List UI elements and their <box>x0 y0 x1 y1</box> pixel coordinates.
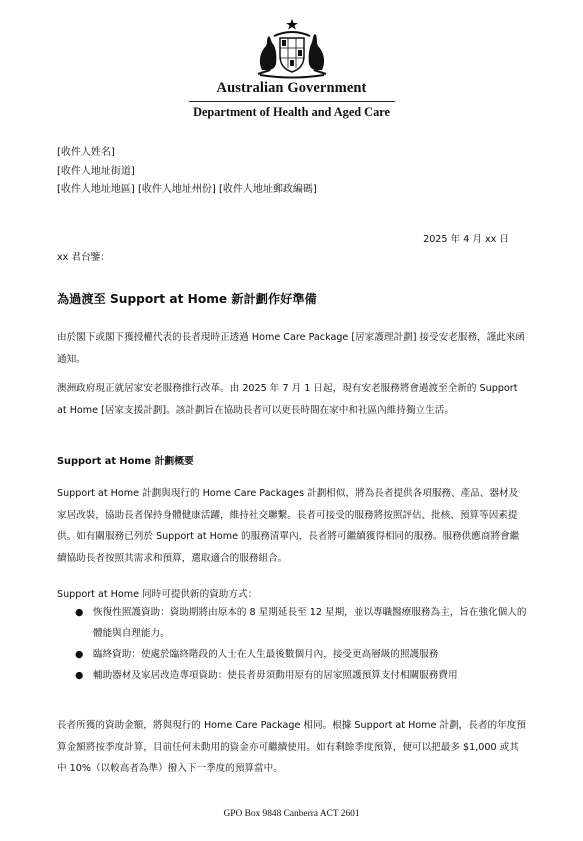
list-item-text: 臨終資助：使處於臨終階段的人士在人生最後數個月內，接受更高層級的照護服務 <box>93 649 439 660</box>
recipient-address <box>57 144 317 200</box>
recipient-locality: [收件人地址地區] [收件人地址州份] [收件人地址郵政編碼] <box>57 184 317 195</box>
list-item <box>57 644 527 665</box>
bullet-icon: ● <box>75 649 84 660</box>
list-item <box>57 665 527 686</box>
paragraph-budget: 長者所獲的資助金額，將與現行的 Home Care Package 相同。根據 Support at Home 計劃，長者的年度預算金額將按季度計算，目前任何未動用的資金亦可繼續使用。如有剩餘季度預算，便可以把最多 $1,000 或其中 10%（以較高者為準）撥入下一季度的預算當中。 <box>57 720 526 774</box>
government-name: Australian Government <box>216 80 367 96</box>
list-item <box>57 602 527 644</box>
paragraph-reform: 澳洲政府現正就居家安老服務推行改革。由 2025 年 7 月 1 日起，現有安老服務將會過渡至全新的 Support at Home [居家支援計劃]。該計劃旨在協助長者可以更長時間在家中和社區內維持獨立生活。 <box>57 383 518 416</box>
paragraph-intro: 由於閣下或閣下獲授權代表的長者現時正透過 Home Care Package [居家護理計劃] 接受安老服務，謹此來函通知。 <box>57 332 526 365</box>
paragraph-new-funding: Support at Home 同時可提供新的資助方式： <box>57 589 258 600</box>
list-item-text: 輔助器材及家居改造專項資助：使長者毋須動用原有的居家照護預算支付相關服務費用 <box>93 670 458 681</box>
letter-date: 2025 年 4 月 xx 日 <box>423 234 509 245</box>
department-name: Department of Health and Aged Care <box>193 105 390 119</box>
paragraph-overview: Support at Home 計劃與現行的 Home Care Packages 計劃相似，將為長者提供各項服務、產品、器材及家居改裝，協助長者保持身體健康活躍，維持社交聯繫。長者可接受的服務將按照評估、批核、預算等因素提供。如有關服務已列於 Support at Home 的服務清單內，長者將可繼續獲得相同的服務。服務供應商將會繼續協助長者按照其需求和預算，選取適合的服務組合。 <box>57 488 520 564</box>
recipient-street: [收件人地址街道] <box>57 165 135 177</box>
funding-list <box>57 602 527 686</box>
coat-of-arms-icon <box>252 18 332 80</box>
bullet-icon: ● <box>75 670 84 681</box>
footer-address: GPO Box 9848 Canberra ACT 2601 <box>223 809 360 819</box>
letter-title: 為過渡至 Support at Home 新計劃作好準備 <box>57 292 317 306</box>
letterhead <box>0 18 583 120</box>
list-item-text: 恢復性照護資助：資助期將由原本的 8 星期延長至 12 星期，並以專職醫療服務為主，旨在強化個人的體能與自理能力。 <box>93 607 527 639</box>
salutation: xx 君台鑒： <box>57 252 110 263</box>
section-heading: Support at Home 計劃概要 <box>57 456 194 467</box>
header-divider <box>189 101 395 102</box>
bullet-icon: ● <box>75 607 84 618</box>
recipient-name: [收件人姓名] <box>57 147 115 158</box>
